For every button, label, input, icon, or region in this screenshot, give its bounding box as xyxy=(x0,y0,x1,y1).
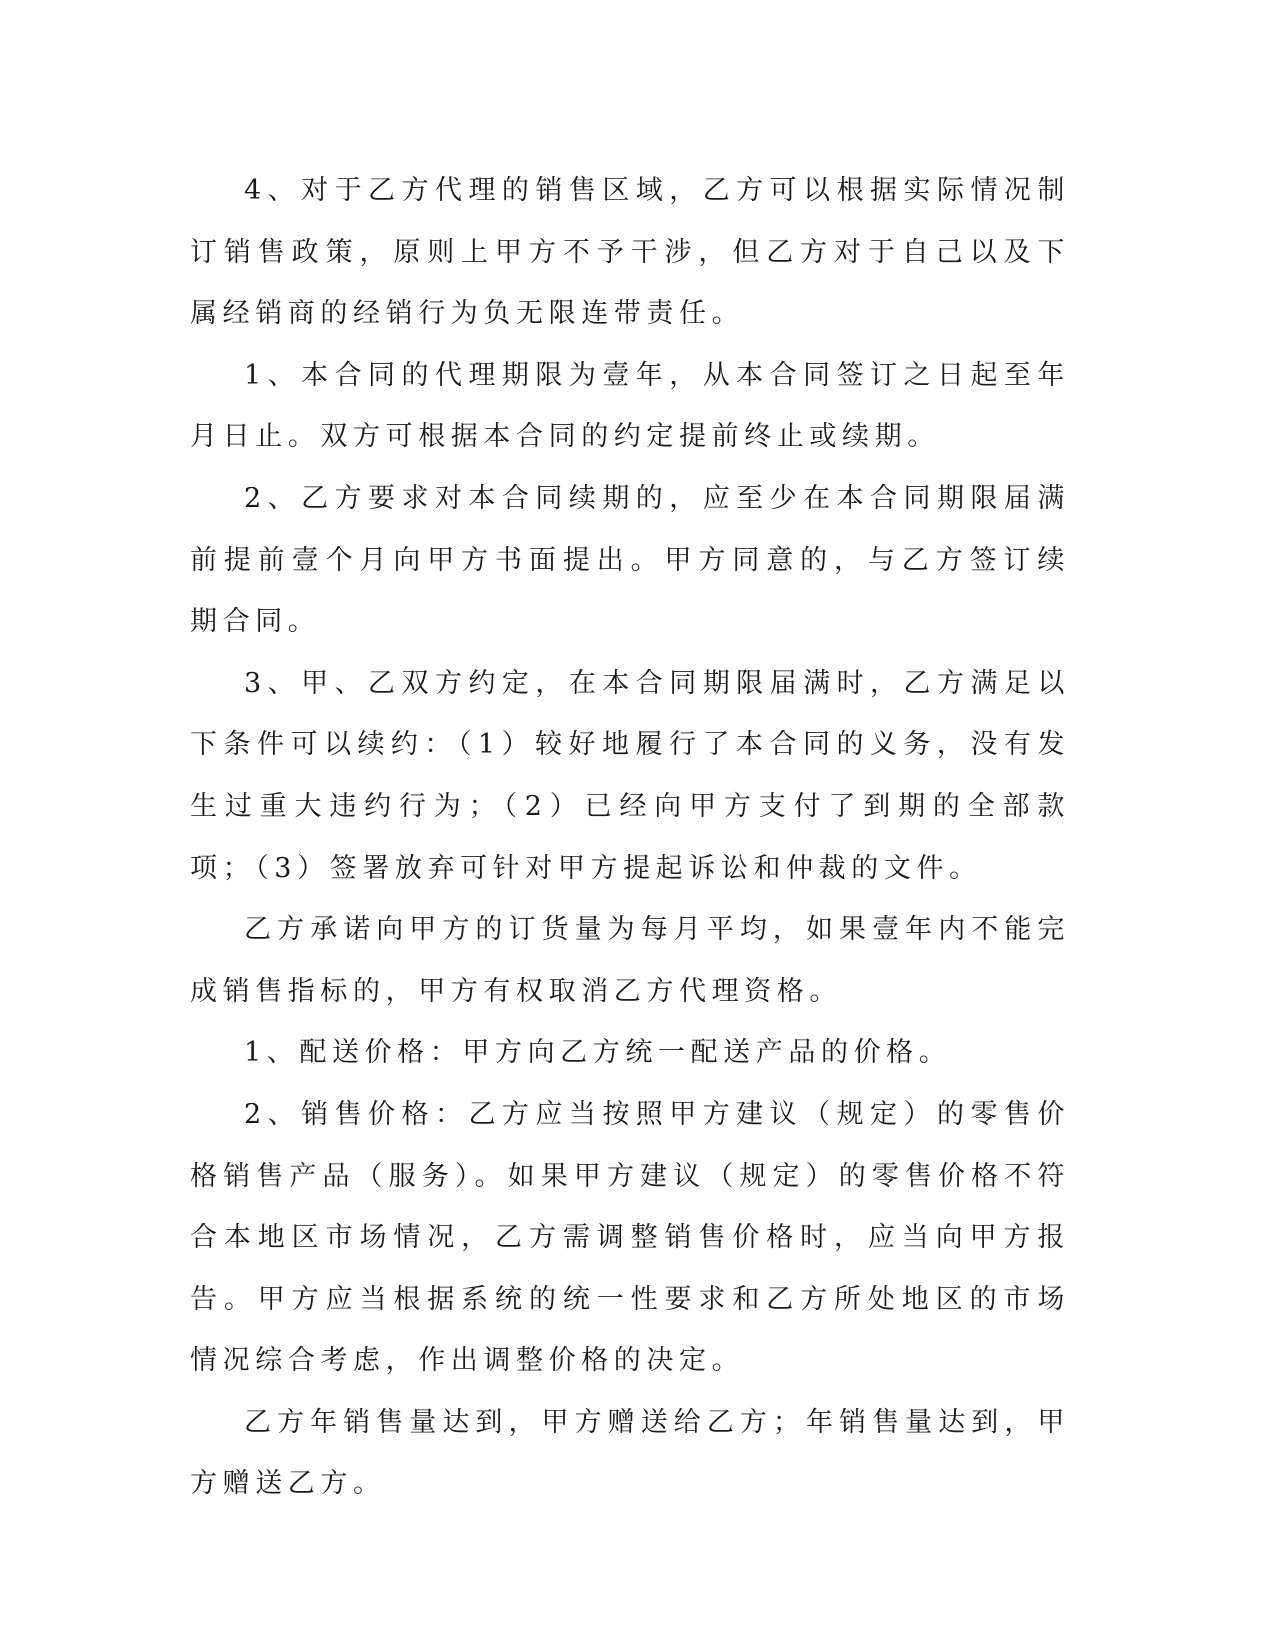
paragraph-agency-term: 1、本合同的代理期限为壹年，从本合同签订之日起至年月日止。双方可根据本合同的约定提前终止或续期。 xyxy=(190,359,1070,453)
paragraph-renewal-request: 2、乙方要求对本合同续期的，应至少在本合同期限届满前提前壹个月向甲方书面提出。甲方同意的，与乙方签订续期合同。 xyxy=(190,482,1070,638)
paragraph-order-volume: 乙方承诺向甲方的订货量为每月平均，如果壹年内不能完成销售指标的，甲方有权取消乙方代理资格。 xyxy=(190,914,1070,1007)
paragraph-sales-price: 2、销售价格：乙方应当按照甲方建议（规定）的零售价格销售产品（服务）。如果甲方建议（规定）的零售价格不符合本地区市场情况，乙方需调整销售价格时，应当向甲方报告。甲方应当根据系统的统一性要求和乙方所处地区的市场情况综合考虑，作出调整价格的决定。 xyxy=(190,1098,1070,1377)
paragraph-agency-region-policy: 4、对于乙方代理的销售区域，乙方可以根据实际情况制订销售政策，原则上甲方不予干涉，但乙方对于自己以及下属经销商的经销行为负无限连带责任。 xyxy=(190,175,1070,330)
document-body xyxy=(190,160,1070,1515)
paragraph-delivery-price: 1、配送价格：甲方向乙方统一配送产品的价格。 xyxy=(244,1037,952,1069)
paragraph-renewal-conditions: 3、甲、乙双方约定，在本合同期限届满时，乙方满足以下条件可以续约：（1）较好地履行了本合同的义务，没有发生过重大违约行为；（2）已经向甲方支付了到期的全部款项；（3）签署放弃可针对甲方提起诉讼和仲裁的文件。 xyxy=(190,667,1070,884)
paragraph-sales-reward: 乙方年销售量达到，甲方赠送给乙方；年销售量达到，甲方赠送乙方。 xyxy=(190,1406,1070,1500)
